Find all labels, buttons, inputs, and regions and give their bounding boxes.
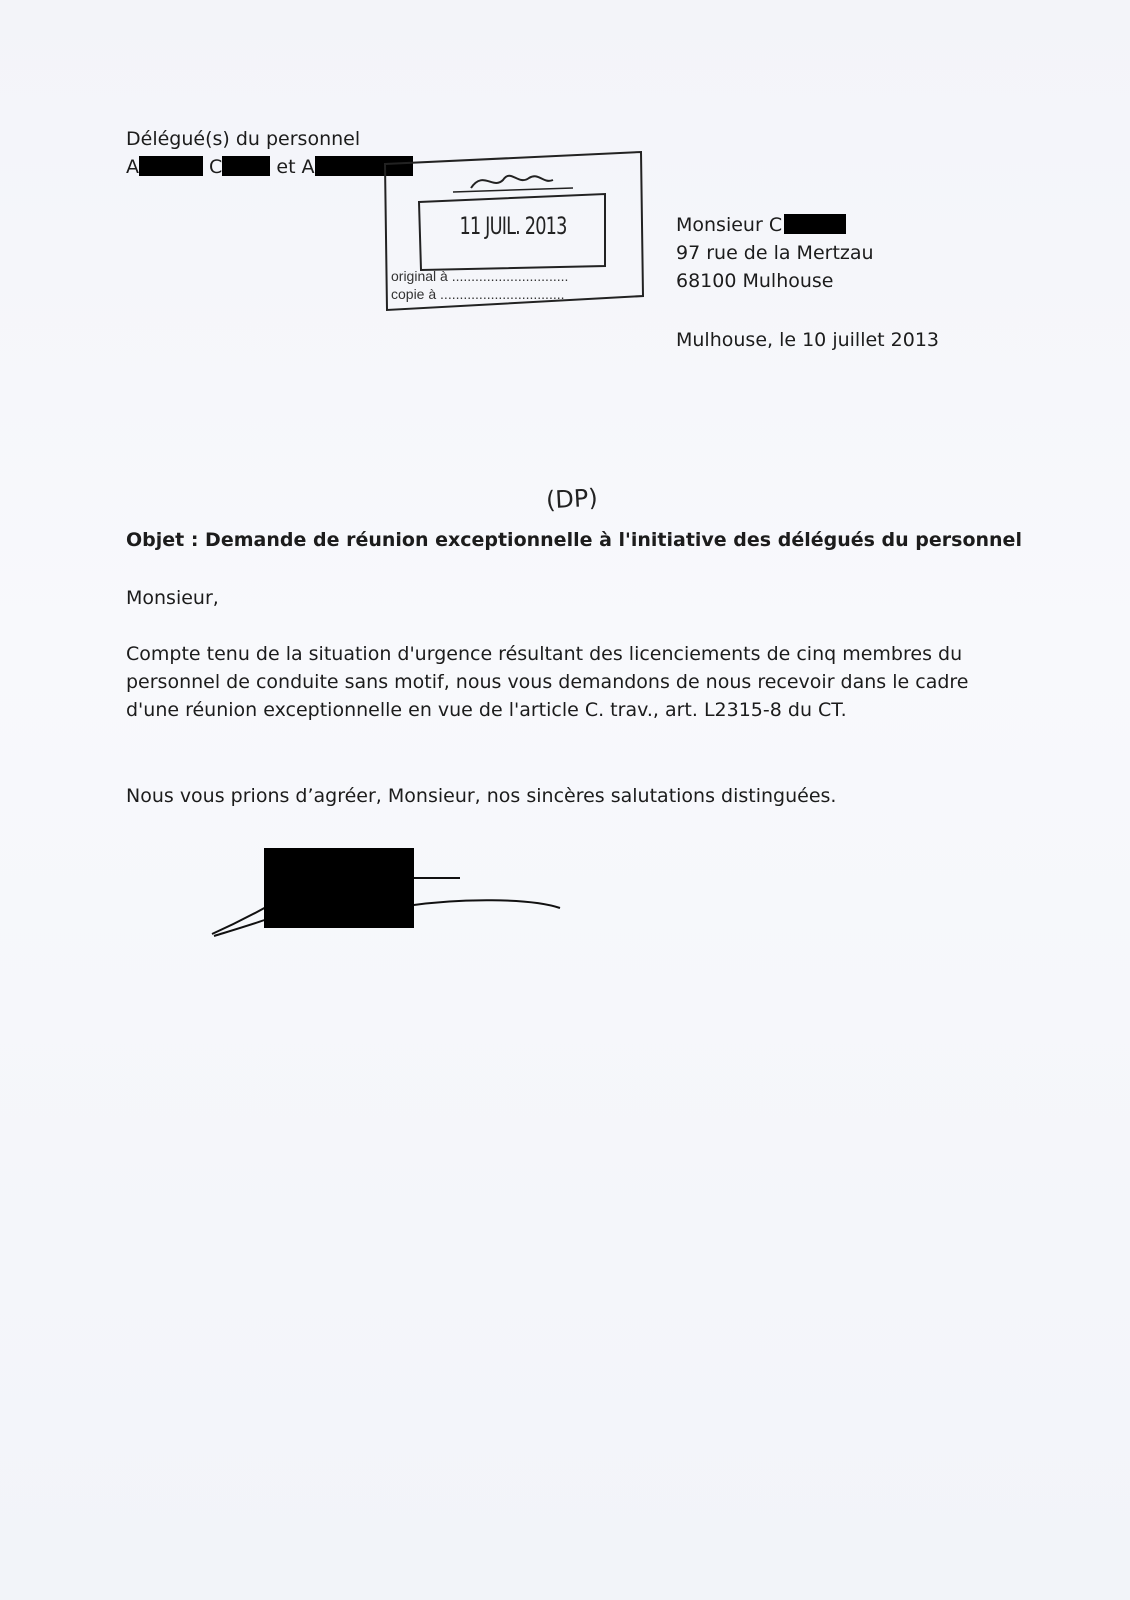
recipient-street: 97 rue de la Mertzau: [676, 242, 874, 264]
place-date-line: Mulhouse, le 10 juillet 2013: [676, 329, 940, 351]
stamp-original-label: original à ..............................: [391, 268, 569, 284]
signature: [210, 840, 570, 940]
sender-title: Délégué(s) du personnel: [126, 128, 361, 150]
sender-name-1-initial: A: [126, 156, 139, 178]
body-line: personnel de conduite sans motif, nous vous demandons de nous recevoir dans le cadre: [126, 671, 969, 693]
reception-stamp: [383, 150, 645, 317]
redaction-bar: [139, 156, 203, 176]
recipient-name-line: [676, 211, 874, 239]
subject-line: Objet : Demande de réunion exceptionnelle à l'initiative des délégués du personnel: [126, 529, 1022, 551]
closing-formula: Nous vous prions d’agréer, Monsieur, nos sincères salutations distinguées.: [126, 785, 837, 807]
redaction-bar: [222, 156, 270, 176]
recipient-address: [676, 211, 874, 295]
salutation: Monsieur,: [126, 587, 219, 609]
body-line: Compte tenu de la situation d'urgence résultant des licenciements de cinq membres du: [126, 643, 963, 665]
stamp-initials-scribble: [471, 176, 553, 188]
redaction-bar: [784, 214, 846, 234]
recipient-name: Monsieur C: [676, 214, 783, 236]
sender-names: [126, 153, 413, 181]
stamp-date: 11 JUIL. 2013: [459, 212, 567, 240]
signature-redaction: [264, 848, 414, 928]
stamp-copie-label: copie à ................................: [391, 286, 565, 302]
sender-name-2-initial: C: [209, 156, 223, 178]
sender-block: [126, 125, 413, 181]
handwritten-annotation: (DP): [545, 483, 599, 515]
sender-name-3-initial: et A: [276, 156, 315, 178]
body-paragraph: [126, 640, 968, 724]
body-line: d'une réunion exceptionnelle en vue de l'article C. trav., art. L2315-8 du CT.: [126, 699, 847, 721]
recipient-city: 68100 Mulhouse: [676, 270, 834, 292]
